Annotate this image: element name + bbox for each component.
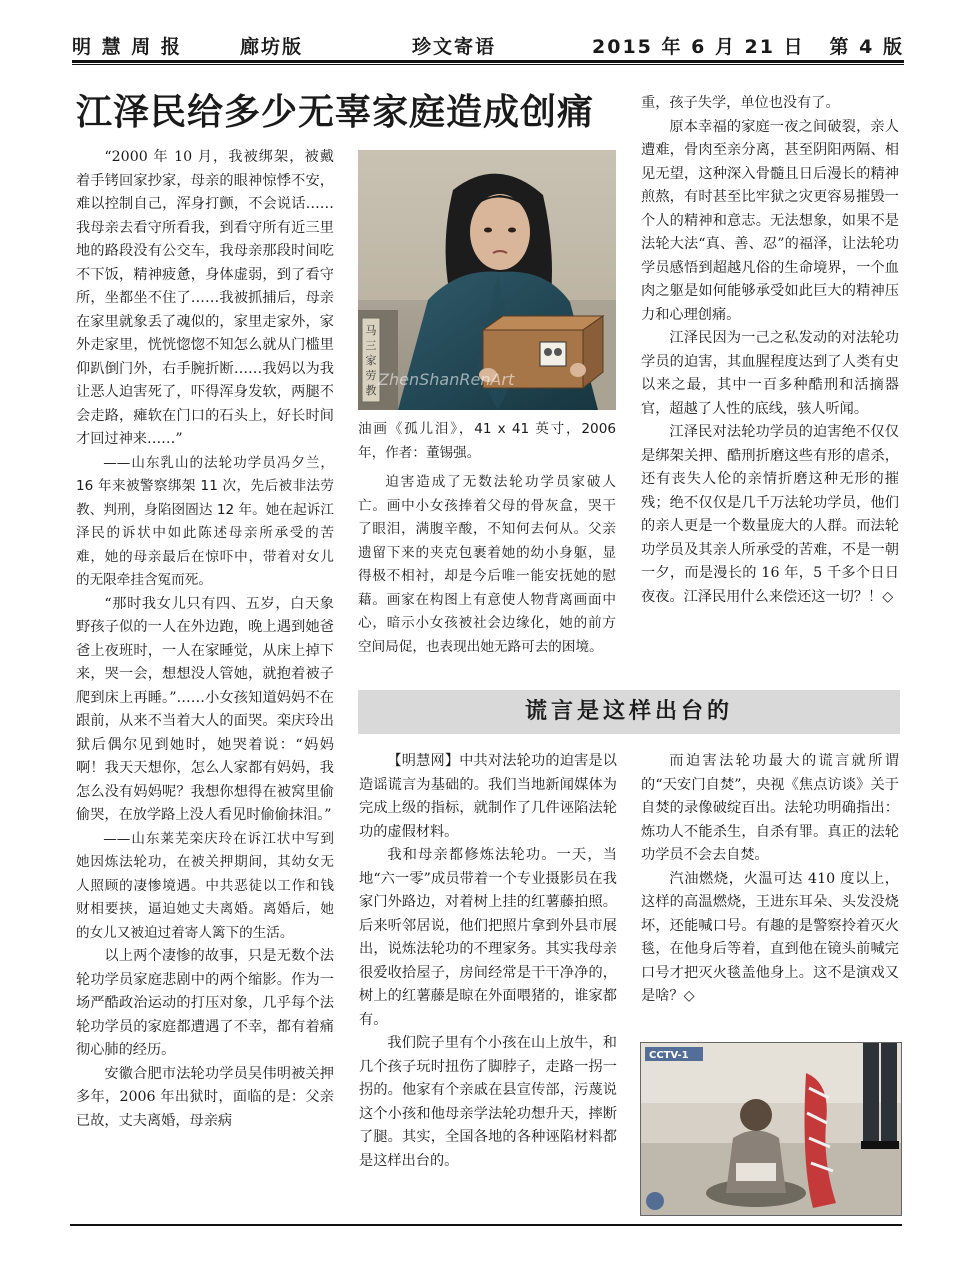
- svg-text:家: 家: [365, 354, 377, 367]
- attribution-quote: ——山东乳山的法轮功学员冯夕兰，16 年来被警察绑架 11 次，先后被非法劳教、判刑，身陷囹圄达 12 年。她在起诉江泽民的诉状中如此陈述母亲所承受的苦难，她的母亲最后在惊吓中，带着对女儿的无限牵挂含冤而死。: [76, 454, 334, 588]
- painting-description: 迫害造成了无数法轮功学员家破人亡。画中小女孩捧着父母的骨灰盒，哭干了眼泪，满腹辛酸，不知何去何从。父亲遗留下来的夹克包裹着她的幼小身躯，显得极不相衬，却是今后唯一能安抚她的慰藉。画家在构图上有意使人物背离画面中心，暗示小女孩被社会边缘化，她的前方空间局促，也表现出她无路可去的困境。: [358, 474, 616, 655]
- svg-text:劳: 劳: [365, 369, 377, 382]
- paragraph: 而迫害法轮功最大的谎言就所谓的“天安门自焚”，央视《焦点访谈》关于自焚的录像破绽百出。法轮功明确指出：炼功人不能杀生，自杀有罪。真正的法轮功学员不会去自焚。: [641, 753, 899, 863]
- cctv-still-illustration: [641, 1043, 901, 1215]
- article2-headline-banner: [358, 690, 900, 734]
- paragraph: “那时我女儿只有四、五岁，白天象野孩子似的一人在外边跑，晚上遇到她爸爸上夜班时，一人在家睡觉，从床上掉下来，哭一会，想想没人管她，就抱着被子爬到床上再睡。”……小女孩知道妈妈不在跟前，从来不当着大人的面哭。栾庆玲出狱后偶尔见到她时，她哭着说：“妈妈啊！我天天想你，怎么人家都有妈妈，我怎么没有妈妈呢？我想你想得在被窝里偷偷哭，在放学路上没人看见时偷偷抹泪。”: [76, 595, 334, 823]
- paragraph: 江泽民因为一己之私发动的对法轮功学员的迫害，其血腥程度达到了人类有史以来之最，其中一百多种酷刑和活摘器官，超越了人性的底线，骇人听闻。: [641, 330, 899, 417]
- painting-orphan-tears: [358, 150, 616, 410]
- paragraph: 【明慧网】中共对法轮功的迫害是以造谣谎言为基础的。我们当地新闻媒体为完成上级的指标，就制作了几件诬陷法轮功的虚假材料。: [359, 753, 617, 840]
- svg-text:教: 教: [365, 384, 377, 397]
- edition-name: 廊坊版: [240, 36, 304, 58]
- cctv-logo: CCTV-1: [649, 1050, 689, 1061]
- svg-text:马: 马: [365, 324, 377, 337]
- article2-column-2: [641, 750, 899, 1009]
- painting-illustration: [358, 150, 616, 410]
- cctv-screenshot: [640, 1042, 902, 1216]
- article-column-1: [76, 146, 334, 1133]
- article-headline: 江泽民给多少无辜家庭造成创痛: [76, 91, 595, 133]
- paragraph: 安徽合肥市法轮功学员吴伟明被关押多年，2006 年出狱时，面临的是：父亲已故，丈夫离婚，母亲病: [76, 1065, 334, 1129]
- svg-text:三: 三: [365, 339, 377, 352]
- section-name: 珍文寄语: [412, 36, 497, 58]
- painting-watermark: ZhenShanRenArt: [378, 370, 515, 389]
- header-rule-thin: [72, 64, 904, 65]
- paragraph: 重，孩子失学，单位也没有了。: [641, 95, 840, 111]
- page-header: [72, 32, 904, 60]
- footer-rule: [70, 1224, 902, 1226]
- paragraph: 原本幸福的家庭一夜之间破裂，亲人遭难，骨肉至亲分离，甚至阴阳两隔、相见无望，这种深入骨髓且日后漫长的精神煎熬，有时甚至比牢狱之灾更容易摧毁一个人的精神和意志。无法想象，如果不是法轮大法“真、善、忍”的福泽，让法轮功学员感悟到超越凡俗的生命境界，一个血肉之躯是如何能够承受如此巨大的精神压力和心理创痛。: [641, 118, 899, 323]
- article2-headline: 谎言是这样出台的: [524, 699, 733, 724]
- header-rule: [72, 60, 904, 63]
- painting-caption: 油画《孤儿泪》，41 x 41 英寸，2006 年，作者：董锡强。: [358, 421, 616, 461]
- painting-caption-block: [358, 418, 616, 659]
- article2-column-1: [359, 750, 617, 1173]
- page-number: 第 4 版: [829, 36, 904, 58]
- paragraph: “2000 年 10 月，我被绑架，被戴着手铐回家抄家，母亲的眼神惊悸不安，难以控制自己，浑身打颤，不会说话……我母亲去看守所看我，到看守所有近三里地的路段没有公交车，我母亲那段时间吃不下饭，精神疲惫，身体虚弱，到了看守所，坐都坐不住了……我被抓捕后，母亲在家里就象丢了魂似的，家里走家外，家外走家里，恍恍惚惚不知怎么就从门槛里仰趴倒门外，右手腕折断……我妈以为我让恶人迫害死了，吓得浑身发软，两腿不会走路，瘫软在门口的石头上，好长时间才回过神来……”: [76, 149, 334, 447]
- paragraph: 以上两个凄惨的故事，只是无数个法轮功学员家庭悲剧中的两个缩影。作为一场严酷政治运动的打压对象，几乎每个法轮功学员的家庭都遭遇了不幸，都有着痛彻心肺的经历。: [76, 948, 334, 1058]
- paragraph: 江泽民对法轮功学员的迫害绝不仅仅是绑架关押、酷刑折磨这些有形的虐杀，还有丧失人伦的亲情折磨这种无形的摧残；绝不仅仅是几千万法轮功学员，他们的亲人更是一个数量庞大的人群。而法轮功学员及其亲人所承受的苦难，不是一朝一夕，而是漫长的 16 年，5 千多个日日夜夜。江泽民用什么来偿还这一切？！◇: [641, 424, 899, 605]
- issue-date: 2015 年 6 月 21 日: [592, 36, 805, 58]
- paragraph: 汽油燃烧，火温可达 410 度以上，这样的高温燃烧，王进东耳朵、头发没烧坏，还能喊口号。有趣的是警察拎着灭火毯，在他身后等着，直到他在镜头前喊完口号才把灭火毯盖他身上。这不是演戏又是啥？◇: [641, 870, 899, 1004]
- article-column-3: [641, 92, 899, 609]
- paragraph: 我们院子里有个小孩在山上放牛，和几个孩子玩时扭伤了脚脖子，走路一拐一拐的。他家有个亲戚在县宣传部，污蔑说这个小孩和他母亲学法轮功想升天，摔断了腿。其实，全国各地的各种诬陷材料都是这样出台的。: [359, 1035, 617, 1169]
- attribution-quote: ——山东莱芜栾庆玲在诉江状中写到她因炼法轮功，在被关押期间，其幼女无人照顾的凄惨境遇。中共恶徒以工作和钱财相要挟，逼迫她丈夫离婚。离婚后，她的女儿又被迫过着寄人篱下的生活。: [76, 830, 334, 941]
- masthead: 明 慧 周 报: [72, 36, 182, 58]
- paragraph: 我和母亲都修炼法轮功。一天，当地“六一零”成员带着一个专业摄影员在我家门外路边，对着树上挂的红薯藤拍照。后来听邻居说，他们把照片拿到外县市展出，说炼法轮功的不理家务。其实我母亲很爱收拾屋子，房间经常是干干净净的，树上的红薯藤是晾在外面喂猪的，谁家都有。: [359, 847, 617, 1028]
